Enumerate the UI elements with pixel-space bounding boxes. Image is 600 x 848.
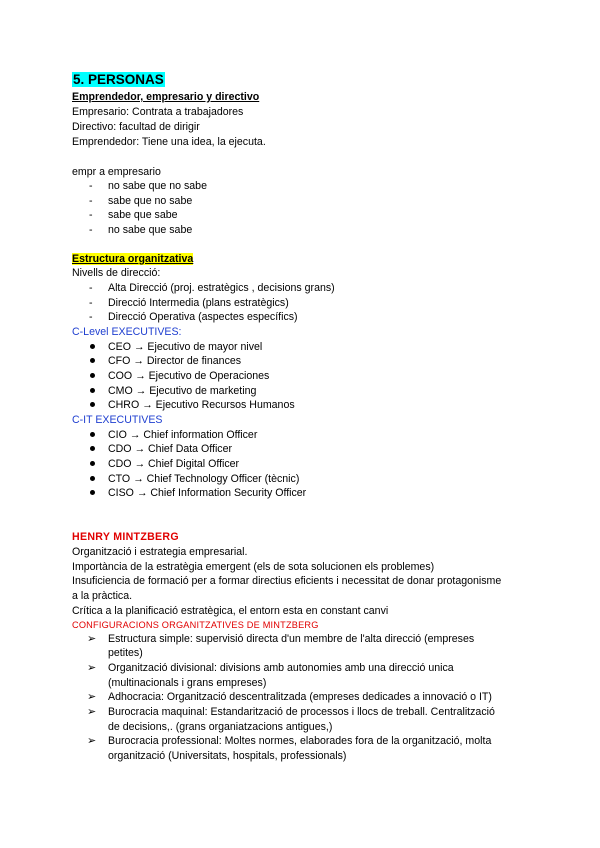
list-item: CTO → Chief Technology Officer (tècnic) [108,473,300,485]
arrow-bullet-icon: ➢ [87,691,97,703]
list-item: CMO → Ejecutivo de marketing [108,385,257,397]
definition-line: Directivo: facultad de dirigir [72,121,200,133]
list-item: Burocracia professional: Moltes normes, elaborades fora de la organització, molta [108,735,492,747]
bullet-icon [90,476,95,481]
dash-marker: - [89,209,93,221]
section-subtitle: Emprendedor, empresario y directivo [72,91,260,103]
section-heading-wrap [72,72,165,88]
paragraph-line: Crítica a la planificació estratègica, el entorn esta en constant canvi [72,605,389,617]
list-item: CDO → Chief Data Officer [108,443,233,455]
arrow-bullet-icon: ➢ [87,633,97,645]
arrow-bullet-icon: ➢ [87,662,97,674]
list-item: Alta Direcció (proj. estratègics , decisions grans) [108,282,335,294]
list-item-continuation: de decisions,. (grans organiatzacions antigues,) [108,721,333,733]
list-item: no sabe que sabe [108,224,193,236]
list-item: Organització divisional: divisions amb autonomies amb una direcció unica [108,662,454,674]
estructura-title: Estructura organitzativa [72,253,194,265]
cit-label: C-IT EXECUTIVES [72,414,163,426]
section-title: 5. PERSONAS [73,72,164,87]
list-item-continuation: organització (Universitats, hospitals, professionals) [108,750,347,762]
dash-marker: - [89,311,93,323]
bullet-icon [90,373,95,378]
dash-marker: - [89,282,93,294]
mintzberg-title: HENRY MINTZBERG [72,531,179,543]
dash-marker: - [89,224,93,236]
list-item: Direcció Intermedia (plans estratègics) [108,297,289,309]
definition-line: Emprendedor: Tiene una idea, la ejecuta. [72,136,266,148]
list-item: CFO → Director de finances [108,355,242,367]
list-item: Estructura simple: supervisió directa d'un membre de l'alta direcció (empreses [108,633,475,645]
bullet-icon [90,358,95,363]
paragraph-line: a la pràctica. [72,590,133,602]
bullet-icon [90,388,95,393]
paragraph-line: Insuficiencia de formació per a formar directius eficients i necessitat de donar protagonisme [72,575,502,587]
progression-label: empr a empresario [72,166,161,178]
list-item: no sabe que no sabe [108,180,207,192]
arrow-bullet-icon: ➢ [87,706,97,718]
paragraph-line: Importància de la estratègia emergent (els de sota solucionen els problemes) [72,561,435,573]
list-item: sabe que no sabe [108,195,193,207]
list-item: CHRO → Ejecutivo Recursos Humanos [108,399,295,411]
dash-marker: - [89,195,93,207]
list-item: CISO → Chief Information Security Officer [108,487,307,499]
list-item-continuation: petites) [108,647,143,659]
clevel-label: C-Level EXECUTIVES: [72,326,182,338]
list-item: Burocracia maquinal: Estandarització de processos i llocs de treball. Centralització [108,706,495,718]
arrow-bullet-icon: ➢ [87,735,97,747]
bullet-icon [90,344,95,349]
dash-marker: - [89,297,93,309]
list-item: Adhocracia: Organització descentralitzada (empreses dedicades a innovació o IT) [108,691,492,703]
estructura-heading-wrap [72,252,193,266]
bullet-icon [90,461,95,466]
list-item: CEO → Ejecutivo de mayor nivel [108,341,263,353]
paragraph-line: Organització i estrategia empresarial. [72,546,248,558]
list-item-continuation: (multinacionals i grans empreses) [108,677,267,689]
list-item: COO → Ejecutivo de Operaciones [108,370,270,382]
list-item: CDO → Chief Digital Officer [108,458,240,470]
bullet-icon [90,490,95,495]
dash-marker: - [89,180,93,192]
bullet-icon [90,432,95,437]
list-item: Direcció Operativa (aspectes específics) [108,311,298,323]
bullet-icon [90,402,95,407]
nivells-label: Nivells de direcció: [72,267,161,279]
bullet-icon [90,446,95,451]
list-item: CIO → Chief information Officer [108,429,258,441]
definition-line: Empresario: Contrata a trabajadores [72,106,244,118]
config-label: CONFIGURACIONS ORGANITZATIVES DE MINTZBERG [72,620,319,630]
list-item: sabe que sabe [108,209,178,221]
